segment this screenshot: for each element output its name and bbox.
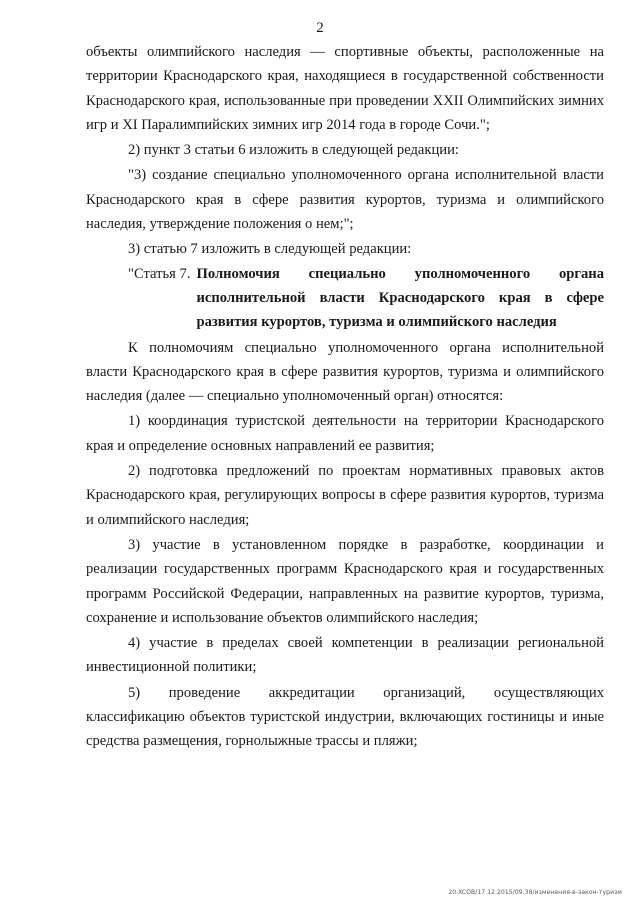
paragraph-powers-intro: К полномочиям специально уполномоченного органа исполнительной власти Краснодарского края в сфере развития курортов, туризма и олимпийского наследия (далее — специально уполномоченный орган) относятся: xyxy=(86,339,604,405)
article-7-heading xyxy=(86,262,604,335)
paragraph-olympic-heritage-definition: объекты олимпийского наследия — спортивные объекты, расположенные на территории Краснодарского края, находящиеся в государственной собственности Краснодарского края, использованные при проведении XXII Олимпийских зимних игр и XI Паралимпийских зимних игр 2014 года в городе Сочи."; xyxy=(86,44,604,133)
paragraph-power-3: 3) участие в установленном порядке в разработке, координации и реализации государственных программ Краснодарского края и государственных программ Российской Федерации, направленных на развитие курортов, туризма, сохранение и использование объектов олимпийского наследия; xyxy=(86,536,604,626)
article-title: Полномочия специально уполномоченного органа исполнительной власти Краснодарского края в сфере развития курортов, туризма и олимпийского наследия xyxy=(196,265,604,331)
paragraph-point-3-text: "3) создание специально уполномоченного органа исполнительной власти Краснодарского края в сфере развития курортов, туризма и олимпийского наследия, утверждение положения о нем;"; xyxy=(86,167,604,233)
paragraph-power-1: 1) координация туристской деятельности на территории Краснодарского края и определение основных направлений ее развития; xyxy=(86,413,604,454)
paragraph-power-5: 5) проведение аккредитации организаций, осуществляющих классификацию объектов туристской индустрии, включающих гостиницы и иные средства размещения, горнолыжные трассы и пляжи; xyxy=(86,684,604,750)
article-label: "Статья 7. xyxy=(128,265,191,282)
document-footer-code: 20.XCOB/17.12.2015/09.38/изменения-в-закон-туризм xyxy=(448,889,622,896)
paragraph-amendment-2: 2) пункт 3 статьи 6 изложить в следующей редакции: xyxy=(128,142,459,159)
paragraph-power-2: 2) подготовка предложений по проектам нормативных правовых актов Краснодарского края, регулирующих вопросы в сфере развития курортов, туризма и олимпийского наследия; xyxy=(86,463,604,528)
document-body xyxy=(86,40,604,754)
page-number: 2 xyxy=(316,20,324,36)
paragraph-amendment-3: 3) статью 7 изложить в следующей редакции: xyxy=(128,241,412,258)
paragraph-power-4: 4) участие в пределах своей компетенции в реализации региональной инвестиционной политики; xyxy=(86,635,604,676)
